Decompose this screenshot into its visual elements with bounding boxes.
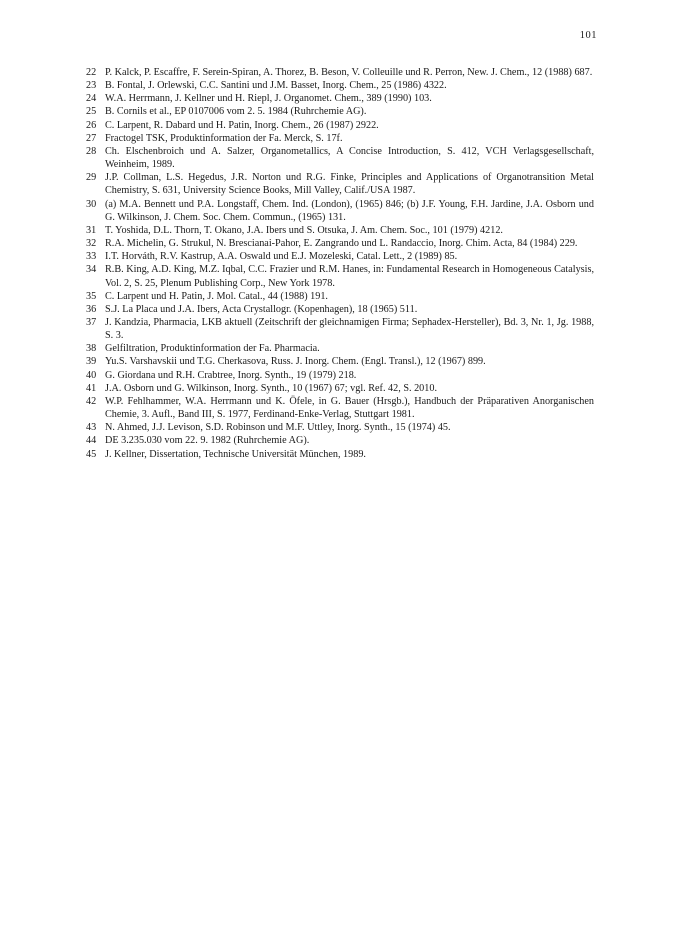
reference-number: 34 [86,264,97,276]
reference-number: 38 [86,343,97,355]
reference-number: 24 [86,93,97,105]
reference-item [86,382,594,395]
reference-text: I.T. Horváth, R.V. Kastrup, A.A. Oswald und E.J. Mozeleski, Catal. Lett., 2 (1989) 85. [105,251,458,263]
reference-number: 22 [86,67,97,78]
reference-text: P. Kalck, P. Escaffre, F. Serein-Spiran, A. Thorez, B. Beson, V. Colleuille und R. Perron, New. J. Chem., 12 (1988) 687. [105,67,593,78]
reference-number: 26 [86,119,97,131]
reference-text: J.A. Osborn und G. Wilkinson, Inorg. Synth., 10 (1967) 67; vgl. Ref. 42, S. 2010. [105,382,438,394]
reference-text: G. Giordana und R.H. Crabtree, Inorg. Synth., 19 (1979) 218. [105,369,357,381]
reference-text: J. Kellner, Dissertation, Technische Universität München, 1989. [105,448,366,460]
reference-item [86,171,594,197]
reference-number: 33 [86,251,97,263]
reference-text: N. Ahmed, J.J. Levison, S.D. Robinson und M.F. Uttley, Inorg. Synth., 15 (1974) 45. [105,422,451,434]
reference-number: 44 [86,435,97,447]
reference-item [86,342,594,355]
reference-number: 29 [86,172,97,184]
reference-number: 37 [86,316,97,328]
reference-item [86,224,594,237]
reference-number: 31 [86,224,97,236]
reference-number: 25 [86,106,97,118]
page-number: 101 [579,30,597,41]
reference-item [86,316,594,342]
reference-item [86,434,594,447]
reference-item [86,263,594,289]
reference-item [86,355,594,368]
reference-item [86,105,594,118]
reference-item [86,369,594,382]
reference-list [86,66,594,461]
reference-text: W.P. Fehlhammer, W.A. Herrmann und K. Öfele, in G. Bauer (Hrsgb.), Handbuch der Präparativen Anorganischen Chemie, 3. Aufl., Band III, S. 1977, Ferdinand-Enke-Verlag, Stuttgart 1981. [105,395,594,421]
reference-item [86,303,594,316]
reference-number: 41 [86,382,97,394]
reference-text: B. Cornils et al., EP 0107006 vom 2. 5. 1984 (Ruhrchemie AG). [105,106,367,118]
reference-item [86,66,594,79]
reference-number: 30 [86,198,97,210]
reference-item [86,237,594,250]
reference-number: 27 [86,132,97,144]
reference-item [86,250,594,263]
reference-text: Ch. Elschenbroich und A. Salzer, Organometallics, A Concise Introduction, S. 412, VCH Verlagsgesellschaft, Weinheim, 1989. [105,145,594,171]
reference-number: 23 [86,80,97,92]
reference-text: DE 3.235.030 vom 22. 9. 1982 (Ruhrchemie AG). [105,435,310,447]
reference-number: 36 [86,303,97,315]
reference-number: 35 [86,290,97,302]
reference-item [86,421,594,434]
reference-text: W.A. Herrmann, J. Kellner und H. Riepl, J. Organomet. Chem., 389 (1990) 103. [105,93,432,105]
reference-item [86,132,594,145]
reference-item [86,395,594,421]
reference-number: 28 [86,145,97,157]
reference-item [86,448,594,461]
reference-number: 43 [86,422,97,434]
reference-text: J.P. Collman, L.S. Hegedus, J.R. Norton und R.G. Finke, Principles and Applications of Organotransition Metal Chemistry, S. 631, University Science Books, Mill Valley, Calif./USA 1987. [105,172,594,197]
reference-text: B. Fontal, J. Orlewski, C.C. Santini und J.M. Basset, Inorg. Chem., 25 (1986) 4322. [105,80,447,92]
reference-item [86,145,594,171]
reference-text: C. Larpent und H. Patin, J. Mol. Catal., 44 (1988) 191. [105,290,328,302]
reference-item [86,79,594,92]
reference-text: T. Yoshida, D.L. Thorn, T. Okano, J.A. Ibers und S. Otsuka, J. Am. Chem. Soc., 101 (1979) 4212. [105,224,503,236]
reference-item [86,92,594,105]
reference-text: S.J. La Placa und J.A. Ibers, Acta Crystallogr. (Kopenhagen), 18 (1965) 511. [105,303,418,315]
reference-text: Fractogel TSK, Produktinformation der Fa. Merck, S. 17f. [105,132,343,144]
reference-item [86,290,594,303]
reference-text: Yu.S. Varshavskii und T.G. Cherkasova, Russ. J. Inorg. Chem. (Engl. Transl.), 12 (1967) 899. [105,356,486,368]
reference-number: 40 [86,369,97,381]
reference-text: J. Kandzia, Pharmacia, LKB aktuell (Zeitschrift der gleichnamigen Firma; Sephadex-Hersteller), Bd. 3, Nr. 1, Jg. 1988, S. 3. [105,316,594,342]
reference-item [86,119,594,132]
reference-text: C. Larpent, R. Dabard und H. Patin, Inorg. Chem., 26 (1987) 2922. [105,119,379,131]
reference-number: 45 [86,448,97,460]
reference-text: R.A. Michelin, G. Strukul, N. Brescianai-Pahor, E. Zangrando und L. Randaccio, Inorg. Chim. Acta, 84 (1984) 229. [105,238,578,250]
reference-number: 32 [86,238,97,250]
reference-number: 39 [86,356,97,368]
reference-text: R.B. King, A.D. King, M.Z. Iqbal, C.C. Frazier und R.M. Hanes, in: Fundamental Research in Homogeneous Catalysis, Vol. 2, S. 25, Plenum Publishing Corp., New York 1978. [105,264,594,289]
reference-item [86,198,594,224]
reference-number: 42 [86,395,97,407]
reference-text: (a) M.A. Bennett und P.A. Longstaff, Chem. Ind. (London), (1965) 846; (b) J.F. Young, F.H. Jardine, J.A. Osborn und G. Wilkinson, J. Chem. Soc. Chem. Commun., (1965) 131. [105,198,594,223]
reference-text: Gelfiltration, Produktinformation der Fa. Pharmacia. [105,343,320,355]
